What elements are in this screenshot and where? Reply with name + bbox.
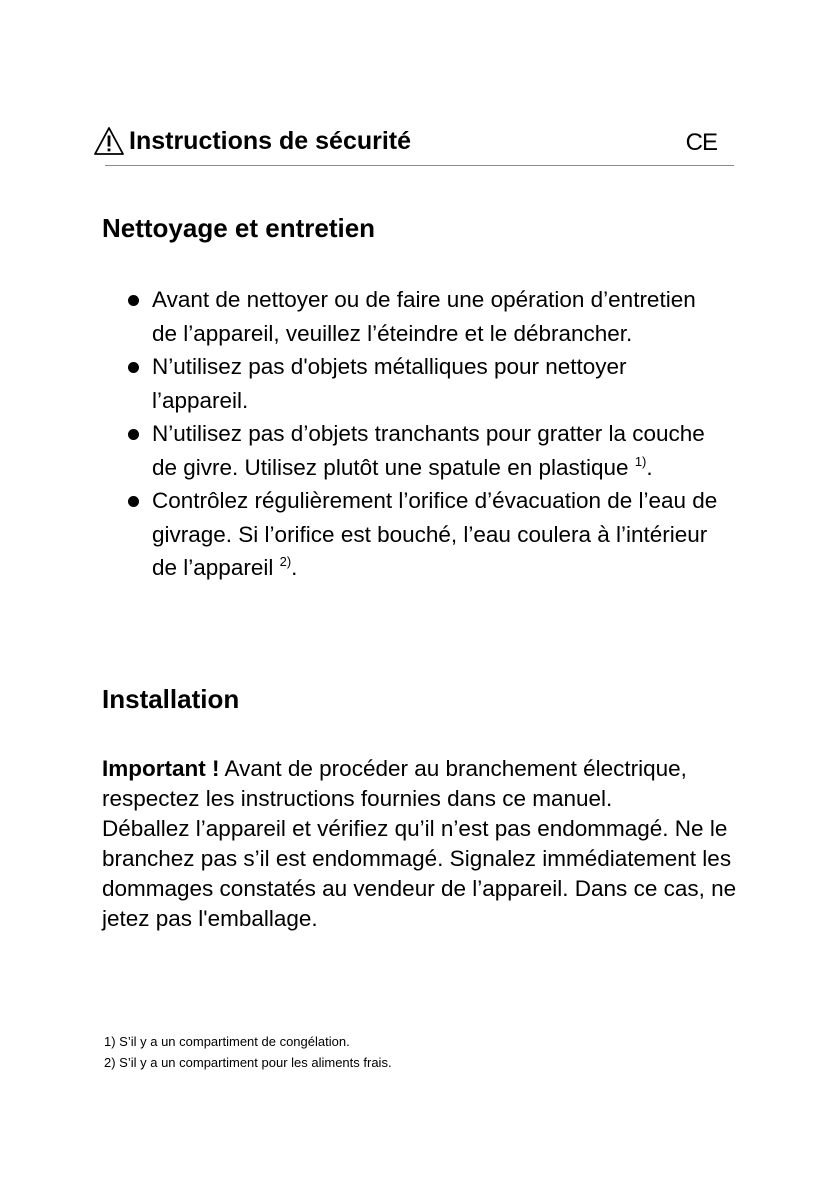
list-item-text: N’utilisez pas d'objets métalliques pour nettoyer l’appareil. — [152, 354, 627, 413]
page-header — [93, 126, 733, 166]
installation-body — [102, 754, 742, 934]
ce-mark: CE — [685, 129, 717, 156]
unpacking-paragraph: Déballez l’appareil et vérifiez qu’il n’est pas endommagé. Ne le branchez pas s’il est endommagé. Signalez immédiatement les dommages constatés au vendeur de l’appareil. Dans ce cas, ne jetez pas l'emballage. — [102, 816, 737, 931]
list-item — [124, 350, 724, 417]
sentence-end: . — [646, 454, 653, 480]
footnote-2: 2) S’il y a un compartiment pour les aliments frais. — [104, 1055, 392, 1070]
list-item-text: N’utilisez pas d’objets tranchants pour gratter la couche de givre. Utilisez plutôt une spatule en plastique — [152, 421, 705, 480]
warning-triangle-icon — [93, 126, 125, 156]
list-item — [124, 283, 724, 350]
page-title: Instructions de sécurité — [129, 127, 412, 155]
list-item-text: Avant de nettoyer ou de faire une opération d’entretien de l’appareil, veuillez l’éteindre et le débrancher. — [152, 287, 696, 346]
list-item-text: Contrôlez régulièrement l’orifice d’évacuation de l’eau de givrage. Si l’orifice est bouché, l’eau coulera à l’intérieur de l’appareil — [152, 488, 718, 580]
bullet-icon — [128, 295, 139, 306]
footnote-ref: 1) — [634, 453, 647, 469]
section-title-installation: Installation — [102, 684, 240, 714]
list-item — [124, 417, 724, 484]
bullet-icon — [128, 429, 139, 440]
important-label: Important ! — [102, 756, 220, 781]
footnote-1: 1) S’il y a un compartiment de congélation. — [104, 1034, 350, 1049]
list-item — [124, 484, 724, 585]
footnotes — [104, 1031, 704, 1073]
important-text: Avant de procéder au branchement électrique, respectez les instructions fournies dans ce manuel. — [102, 756, 687, 811]
cleaning-list — [124, 283, 724, 585]
important-paragraph — [102, 754, 742, 814]
header-title-group — [93, 126, 411, 156]
bullet-icon — [128, 362, 139, 373]
bullet-icon — [128, 496, 139, 507]
sentence-end: . — [291, 555, 298, 580]
section-title-cleaning: Nettoyage et entretien — [102, 213, 376, 243]
header-divider — [105, 165, 734, 166]
footnote-ref: 2) — [279, 554, 292, 569]
